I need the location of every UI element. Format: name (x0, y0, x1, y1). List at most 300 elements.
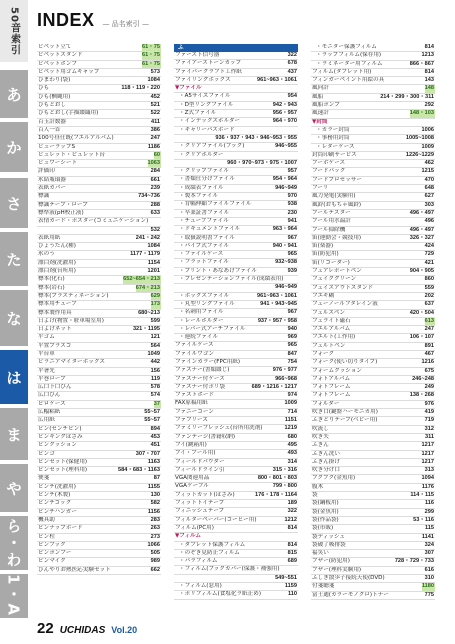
entry-pages: 729 (424, 251, 434, 258)
brand-name: UCHIDAS (59, 625, 106, 636)
index-column-2 (174, 44, 298, 600)
entry-name: ファンテージ(書籍収納) (175, 433, 236, 440)
entry-name: 平ゴム (38, 334, 55, 341)
entry-name: 氷結瓶環器 (38, 176, 66, 183)
index-entry (37, 500, 161, 508)
entry-name: 風船ポンプ (312, 102, 340, 109)
entry-name: ファースト信号器 (175, 52, 220, 58)
sidebar-tab[interactable] (0, 290, 28, 346)
index-entry (37, 127, 161, 135)
index-entry (311, 127, 435, 135)
index-entry (311, 61, 435, 69)
entry-pages: 674・213 (135, 284, 160, 291)
entry-pages: 1186 (147, 143, 160, 150)
index-entry (174, 135, 298, 143)
entry-name: ファブリーズ (175, 417, 208, 424)
entry-pages: 470 (424, 176, 434, 183)
index-entry (174, 301, 298, 309)
index-entry (311, 69, 435, 77)
entry-name: ひもとおし(手描綴織用) (38, 110, 99, 117)
sidebar-tab-label: な (6, 309, 22, 328)
entry-name: 風鈴(おもちゃ風鈴) (312, 201, 362, 208)
sidebar-header-label: 50音索引 (8, 6, 20, 56)
sidebar-tab-label: さ (6, 194, 22, 213)
entry-pages: 937・957・958 (257, 317, 297, 324)
entry-name: ビューラップS (38, 143, 76, 150)
entry-pages: 891 (424, 342, 434, 349)
index-entry (311, 193, 435, 201)
entry-name: ブール用水温計 (312, 218, 351, 225)
index-entry (174, 293, 298, 301)
sidebar-tab-label: た (6, 250, 22, 269)
index-entry (37, 227, 161, 235)
index-entry (311, 442, 435, 450)
entry-pages: 307 (424, 550, 434, 557)
index-entry (174, 450, 298, 458)
entry-name: フイ(跳箱用) (175, 441, 207, 448)
sidebar-tab-label: ら・わ (4, 517, 23, 569)
entry-pages: 814 (424, 44, 434, 50)
entry-name: ひもとおし (38, 102, 66, 109)
entry-name: ブクブク(金魚用) (312, 475, 356, 482)
entry-name: フォトアルバム (312, 375, 351, 382)
index-entry (174, 268, 298, 276)
index-entry (37, 442, 161, 450)
entry-pages: 946~955 (275, 143, 297, 150)
index-entry (174, 483, 298, 491)
entry-pages: 214・299・300・311 (380, 93, 434, 100)
entry-name: フェライト磁石 (312, 317, 351, 324)
index-entry (311, 168, 435, 176)
entry-pages: 453 (150, 433, 160, 440)
entry-name: ひんやりお熱医応実験セット (38, 566, 111, 573)
entry-name: 百玉計数器 (38, 118, 66, 125)
index-entry (37, 475, 161, 483)
entry-pages: 119 (150, 375, 160, 382)
sidebar-tab[interactable] (0, 408, 28, 460)
entry-pages: 938 (287, 201, 297, 208)
entry-name: 笛(防犯用) (312, 251, 339, 258)
entry-name: フィンガーペイント用絵の具 (312, 77, 385, 84)
entry-name: ・キャリーパスボード (179, 126, 235, 133)
entry-pages: 495 (287, 441, 297, 448)
entry-pages: 814 (287, 541, 297, 548)
index-entry (37, 160, 161, 168)
volume-label: Vol.20 (111, 625, 138, 635)
entry-name: ・パイプ式ファイル (179, 242, 230, 249)
index-entry (311, 343, 435, 351)
entry-pages: 1006 (421, 126, 434, 133)
entry-pages: 573 (150, 68, 160, 75)
entry-pages: 55~57 (144, 409, 160, 416)
entry-name: 付箋聴箋 (312, 583, 335, 590)
index-entry (311, 459, 435, 467)
entry-pages: 1084 (147, 243, 160, 250)
entry-name: 漂白剤(台所用) (38, 268, 76, 275)
index-entry (311, 392, 435, 400)
index-entry (311, 534, 435, 542)
index-entry (174, 284, 298, 292)
entry-name: VGA関連用品 (175, 475, 210, 482)
entry-name: ・レバー式アーチファイル (179, 325, 246, 332)
entry-name: フォトフレーム (312, 392, 351, 399)
entry-pages: 549~551 (275, 574, 297, 581)
index-entry (174, 558, 298, 566)
entry-pages: 800・801・803 (257, 475, 297, 482)
entry-name: ピンチ(木製) (38, 492, 71, 499)
index-entry (37, 135, 161, 143)
entry-name: ビペット用ゴムキャップ (38, 68, 100, 75)
index-entry (311, 251, 435, 259)
index-entry (311, 94, 435, 102)
entry-name: ・ボックスファイル (179, 292, 230, 299)
sidebar-tab-label: か (6, 138, 22, 157)
entry-name: 標識 (38, 193, 50, 200)
entry-pages: 106・107 (409, 334, 434, 341)
entry-name: フェーノールフタレイン液 (312, 301, 378, 308)
index-entry (311, 525, 435, 533)
entry-pages: 303 (424, 201, 434, 208)
index-entry (37, 85, 161, 93)
entry-pages: 675 (424, 367, 434, 374)
index-entry (37, 542, 161, 550)
index-entry (37, 44, 161, 52)
entry-pages: 452 (150, 93, 160, 100)
entry-name: ビュレット・ビュレット台 (38, 151, 106, 158)
entry-name: 袋(鋼板用) (312, 500, 339, 507)
sidebar (0, 0, 28, 644)
entry-name: フィールドライン引 (175, 466, 225, 473)
sidebar-tab-label: 1・A (4, 574, 23, 618)
entry-pages: 313 (424, 467, 434, 474)
index-entry (174, 102, 298, 110)
entry-pages: 87 (153, 475, 160, 482)
entry-name: ひも(梱縄用) (38, 93, 71, 100)
index-entry (37, 417, 161, 425)
entry-name: フードパック (312, 168, 346, 175)
index-entry (174, 392, 298, 400)
index-entry (37, 434, 161, 442)
entry-pages: 1094 (421, 475, 434, 482)
index-entry (37, 334, 161, 342)
entry-name: ピンマイク (38, 558, 66, 565)
index-entry (311, 318, 435, 326)
index-entry (311, 77, 435, 85)
entry-name: ・パラフィルム (179, 558, 218, 565)
index-entry (37, 69, 161, 77)
entry-pages: 1009 (284, 400, 297, 407)
index-entry (311, 500, 435, 508)
sidebar-tab-label: や (6, 479, 22, 498)
index-entry (37, 243, 161, 251)
sidebar-tab-label: あ (6, 85, 22, 104)
index-entry (37, 52, 161, 60)
entry-pages: 53・116 (413, 516, 434, 523)
index-entry (37, 276, 161, 284)
index-entry (174, 326, 298, 334)
index-entry (37, 484, 161, 492)
entry-name: ・ダブレット保護フィルム (179, 541, 246, 548)
index-entry (37, 110, 161, 118)
sidebar-tab[interactable] (0, 350, 28, 404)
entry-name: ・D型リングファイル (179, 101, 234, 108)
index-entry (311, 550, 435, 558)
entry-pages: 976・977 (272, 367, 297, 374)
entry-name: 百人一首 (38, 126, 61, 133)
index-entry (37, 168, 161, 176)
entry-name: ・ラミネーター用フィルム (316, 60, 383, 67)
entry-name: ・クリアファイル(ブック) (179, 143, 245, 150)
entry-pages: 932~938 (275, 259, 297, 266)
entry-name: ひまわり(袋) (38, 77, 71, 84)
entry-name: ピンキングはさみ (38, 433, 83, 440)
index-entry (174, 110, 298, 118)
entry-name: 日よけ(物置・駐車場室用) (38, 317, 104, 324)
entry-pages: 936・937・943・946~953・955 (215, 134, 297, 141)
entry-name: 標本用チューブ (38, 301, 77, 308)
index-column-3 (311, 44, 435, 600)
entry-name: ・のぞき見防止フィルム (179, 549, 240, 556)
entry-pages: 860 (424, 276, 434, 283)
sidebar-tab[interactable] (0, 122, 28, 172)
sidebar-tab[interactable] (0, 464, 28, 512)
index-entry (311, 583, 435, 591)
index-entry (311, 509, 435, 517)
entry-pages: 324 (424, 541, 434, 548)
entry-name: ひも (38, 85, 50, 92)
entry-name: 腹木 (312, 483, 324, 490)
entry-pages: 230 (287, 209, 297, 216)
entry-pages: 1005~1008 (405, 135, 434, 142)
entry-name: ファスナー付ケース (175, 375, 225, 382)
entry-pages: 970 (287, 193, 297, 200)
category-header (311, 119, 435, 127)
sidebar-tab[interactable] (0, 516, 28, 570)
entry-name: 風力発電(実験用) (312, 193, 356, 200)
entry-pages: 60 (153, 151, 160, 158)
entry-pages: 176・178・1164 (255, 491, 297, 498)
entry-pages: 1180 (421, 583, 434, 590)
sidebar-tab[interactable] (0, 178, 28, 228)
entry-pages: 421 (424, 259, 434, 266)
index-entry (174, 259, 298, 267)
index-entry (311, 276, 435, 284)
entry-name: ・チューブファイル (179, 217, 229, 224)
index-entry (37, 260, 161, 268)
index-entry (174, 359, 298, 367)
index-entry (174, 525, 298, 533)
index-entry (37, 467, 161, 475)
entry-name: 平台車 (38, 350, 55, 357)
index-entry (174, 152, 298, 160)
entry-name: ・書類仕分けファイル (179, 176, 235, 183)
index-entry (174, 492, 298, 500)
entry-name: フォルダー (312, 400, 340, 407)
entry-pages: 957 (287, 168, 297, 175)
entry-pages: 310 (424, 575, 434, 581)
index-entry (174, 127, 298, 135)
index-entry (311, 218, 435, 226)
sidebar-tab[interactable] (0, 70, 28, 118)
index-entry (174, 251, 298, 259)
index-entry (311, 467, 435, 475)
index-entry (37, 509, 161, 517)
entry-name: ピンブック (38, 541, 66, 548)
entry-name: ピンクッション (38, 442, 77, 449)
entry-name: 氷のう (38, 251, 55, 258)
entry-name: 袋 (312, 492, 318, 499)
index-entry (311, 484, 435, 492)
index-entry (174, 475, 298, 483)
index-entry (37, 426, 161, 434)
entry-pages: 719 (424, 417, 434, 424)
entry-name: 日よけネット (38, 326, 72, 333)
index-entry (311, 268, 435, 276)
index-entry (311, 368, 435, 376)
entry-name: 吹き分け口 (312, 467, 340, 474)
index-entry (311, 243, 435, 251)
index-entry (311, 451, 435, 459)
index-entry (37, 376, 161, 384)
entry-name: ・取扱説明書ファイル (179, 234, 235, 241)
index-entry (311, 409, 435, 417)
entry-name: ・プリント・あなあけファイル (179, 267, 257, 274)
index-entry (311, 517, 435, 525)
entry-name: 笛(運動会・競技用) (312, 234, 362, 241)
entry-pages: 814 (287, 524, 297, 531)
index-entry (174, 77, 298, 85)
entry-name: フェルスペン (312, 309, 346, 316)
entry-pages: 847 (287, 350, 297, 357)
index-entry (37, 459, 161, 467)
entry-pages: 965 (287, 251, 297, 258)
entry-name: ひょうたん(種) (38, 243, 76, 250)
index-entry (37, 517, 161, 525)
entry-name: 広口びん (38, 392, 61, 399)
index-entry (37, 202, 161, 210)
entry-pages: 662 (150, 566, 160, 573)
entry-pages: 1063 (147, 160, 160, 167)
index-entry (311, 44, 435, 52)
entry-pages: 1156 (147, 508, 160, 515)
entry-pages: 156 (150, 367, 160, 374)
entry-pages: 239 (150, 185, 160, 192)
entry-pages: 629 (150, 292, 160, 299)
entry-pages: 1177・1179 (130, 251, 160, 258)
entry-pages: 661 (150, 176, 160, 183)
index-entry (174, 309, 298, 317)
entry-pages: 311 (424, 433, 434, 440)
entry-name: フィニッシュテープ (175, 508, 225, 515)
entry-pages: 714 (287, 408, 297, 415)
entry-name: 袋(市販) (312, 525, 334, 532)
entry-name: ふ (178, 45, 184, 51)
entry-pages: 522 (150, 110, 160, 117)
index-entry (311, 359, 435, 367)
entry-pages: 754 (287, 358, 297, 365)
entry-name: ・クリアホルダー (179, 151, 224, 158)
entry-name: ブザー(理科実験用) (312, 566, 362, 573)
index-entry (311, 285, 435, 293)
entry-name: フェイスアウトスタンド (312, 284, 374, 291)
entry-name: フェルトペン (312, 342, 346, 349)
entry-pages: 110 (287, 591, 297, 598)
entry-pages: 249 (424, 384, 434, 391)
entry-name: ファインカラー(FPC用紙) (175, 358, 241, 365)
entry-pages: 299 (424, 508, 434, 515)
entry-pages: 442 (150, 359, 160, 366)
entry-pages: 61・75 (141, 60, 160, 67)
sidebar-tab[interactable] (0, 232, 28, 286)
index-entry (311, 202, 435, 210)
index-entry (174, 185, 298, 193)
index-entry (174, 434, 298, 442)
index-entry (37, 318, 161, 326)
index-entry (311, 102, 435, 110)
entry-name: 福笑い (312, 550, 329, 557)
entry-pages: 37 (153, 400, 160, 407)
entry-pages: 1212 (284, 516, 297, 523)
index-entry (311, 135, 435, 143)
entry-pages: 946~949 (275, 284, 297, 291)
index-entry (37, 351, 161, 359)
index-entry (311, 110, 435, 118)
index-entry (37, 251, 161, 259)
entry-pages: 942・943 (272, 101, 297, 108)
entry-pages: 976 (424, 400, 434, 407)
entry-pages: 689 (287, 558, 297, 565)
entry-name: 標本製作用具 (38, 309, 72, 316)
entry-name: ・成績表ファイル (179, 184, 224, 191)
page-title: INDEX (37, 10, 95, 30)
index-entry (174, 400, 298, 408)
entry-name: 標本(化石) (38, 276, 65, 283)
index-entry (37, 301, 161, 309)
entry-pages: 496・497 (409, 226, 434, 233)
index-entry (37, 310, 161, 318)
entry-pages: 1217 (421, 450, 434, 457)
entry-pages: 728・729・733 (394, 558, 434, 565)
entry-pages: 966~968 (275, 375, 297, 382)
index-entry (174, 459, 298, 467)
entry-name: ブール掃除機 (312, 226, 346, 233)
entry-pages: 116 (424, 500, 434, 507)
entry-pages: 678 (287, 60, 297, 67)
entry-pages: 424 (424, 243, 434, 250)
index-entry (174, 160, 298, 168)
entry-pages: 941 (287, 217, 297, 224)
entry-pages: 247 (424, 326, 434, 333)
sidebar-tab[interactable] (0, 574, 28, 618)
entry-pages: 940・941 (272, 242, 297, 249)
entry-name: 風向計 (312, 85, 329, 92)
entry-pages: 451 (150, 442, 160, 449)
index-entry (311, 227, 435, 235)
index-entry (174, 425, 298, 433)
index-entry (311, 260, 435, 268)
entry-pages: 956・957 (272, 110, 297, 117)
entry-pages: 559 (424, 284, 434, 291)
entry-name: 広口下口びん (38, 384, 72, 391)
index-entry (311, 310, 435, 318)
entry-name: 袋(金魚用) (312, 508, 339, 515)
index-entry (311, 301, 435, 309)
entry-name: ファイリングボックス (175, 76, 231, 83)
entry-pages: 284 (150, 168, 160, 175)
sidebar-tab-label: ま (6, 425, 22, 444)
entry-pages: 946~949 (275, 184, 297, 191)
entry-pages: 114・115 (410, 492, 434, 499)
